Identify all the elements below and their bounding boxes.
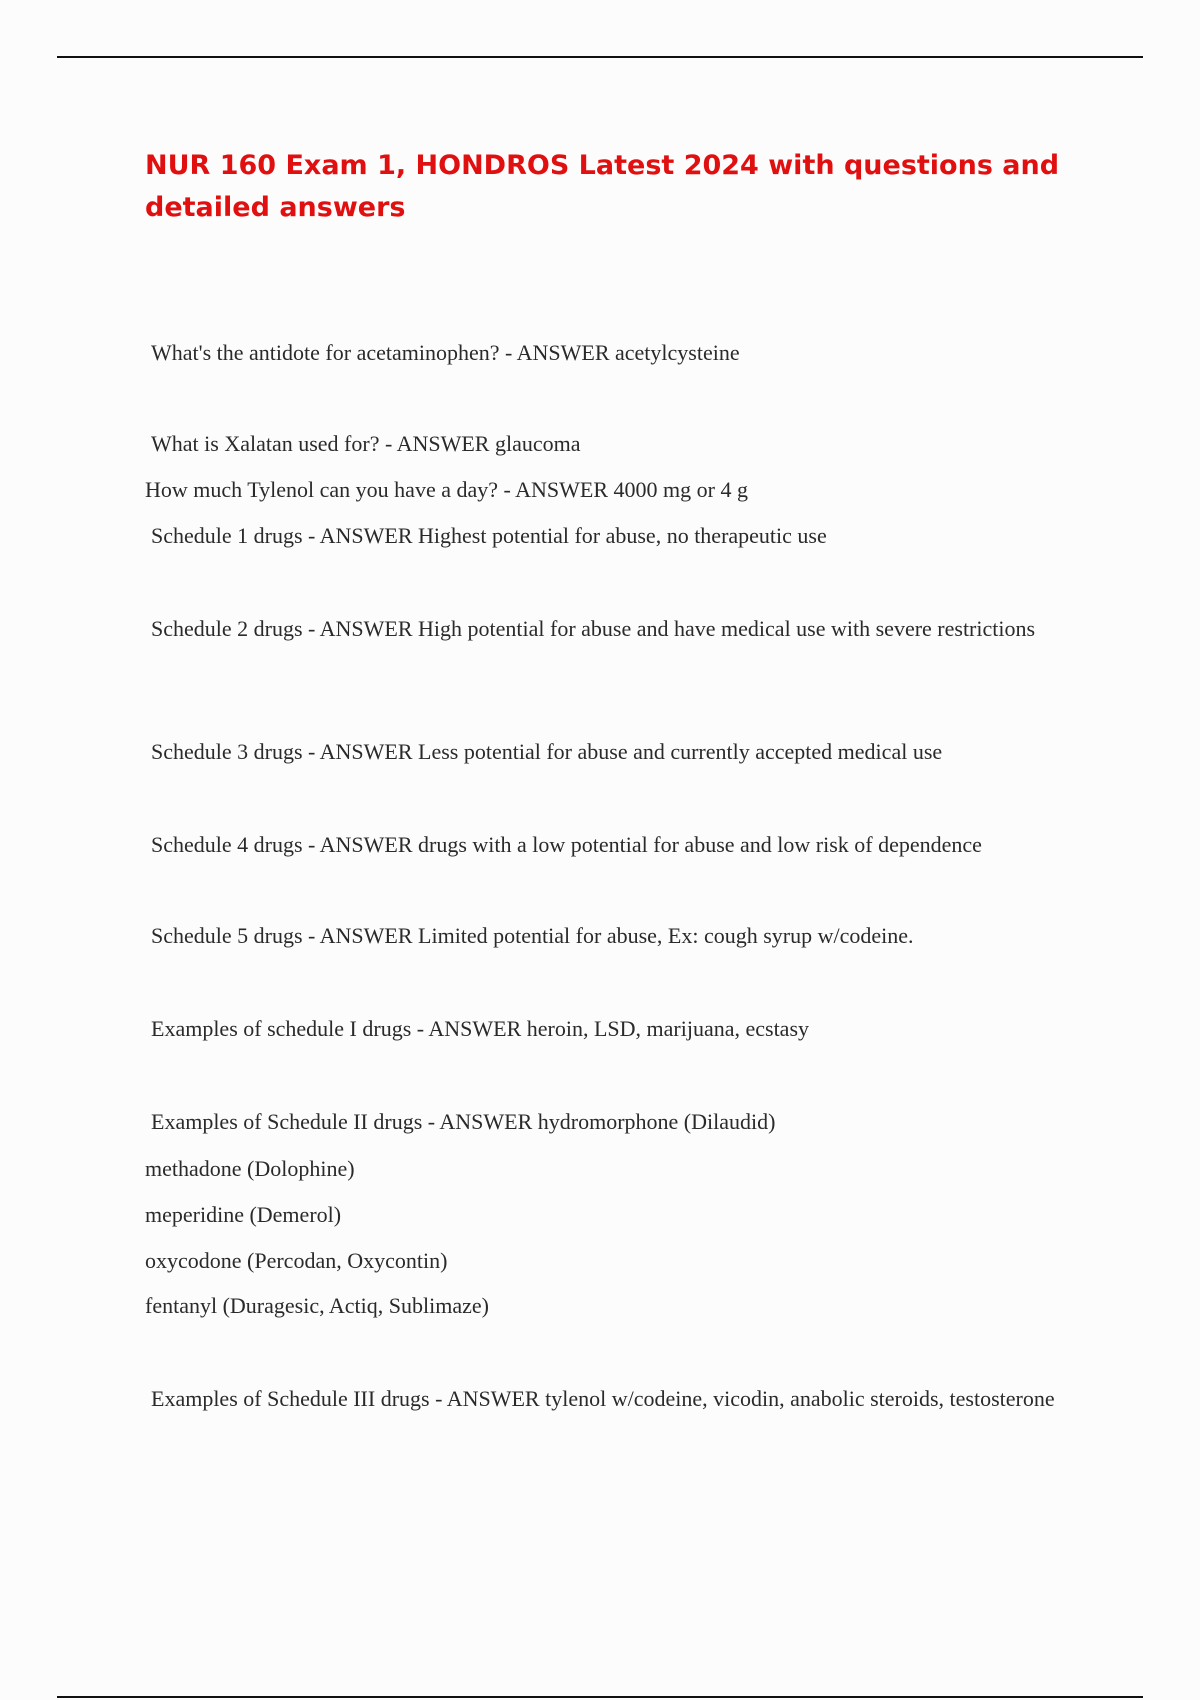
qa-text: methadone (Dolophine): [145, 1156, 355, 1181]
top-rule: [57, 56, 1143, 58]
qa-text: meperidine (Demerol): [145, 1202, 342, 1227]
qa-entry: [145, 521, 1095, 551]
qa-entry: [145, 475, 1095, 505]
qa-text: Examples of Schedule III drugs - ANSWER tylenol w/codeine, vicodin, anabolic steroids, testosterone: [151, 1386, 1055, 1411]
bottom-rule: [57, 1696, 1143, 1698]
qa-entry: [145, 614, 1095, 644]
qa-text: Schedule 2 drugs - ANSWER High potential for abuse and have medical use with severe restrictions: [151, 616, 1036, 641]
qa-text: oxycodone (Percodan, Oxycontin): [145, 1248, 448, 1273]
qa-entry: [145, 1200, 1095, 1230]
qa-text: How much Tylenol can you have a day? - ANSWER 4000 mg or 4 g: [145, 477, 748, 502]
qa-entry: [145, 1384, 1095, 1414]
qa-text: What is Xalatan used for? - ANSWER glaucoma: [151, 431, 581, 456]
qa-text: Examples of schedule I drugs - ANSWER heroin, LSD, marijuana, ecstasy: [151, 1016, 810, 1041]
qa-entry: [145, 429, 1095, 459]
qa-text: Schedule 5 drugs - ANSWER Limited potential for abuse, Ex: cough syrup w/codeine.: [151, 923, 914, 948]
qa-text: Examples of Schedule II drugs - ANSWER hydromorphone (Dilaudid): [151, 1109, 776, 1134]
qa-entry: [145, 921, 1095, 951]
qa-entry: [145, 1291, 1095, 1321]
qa-entry: [145, 1107, 1095, 1137]
qa-entry: [145, 1246, 1095, 1276]
qa-entry: [145, 1014, 1095, 1044]
qa-entry: [145, 737, 1095, 767]
qa-text: Schedule 4 drugs - ANSWER drugs with a low potential for abuse and low risk of dependence: [151, 832, 982, 857]
qa-entry: [145, 830, 1095, 860]
page-title: NUR 160 Exam 1, HONDROS Latest 2024 with questions and detailed answers: [145, 150, 1060, 223]
qa-text: Schedule 3 drugs - ANSWER Less potential for abuse and currently accepted medical use: [151, 739, 943, 764]
qa-entry: [145, 338, 1095, 368]
qa-text: What's the antidote for acetaminophen? - ANSWER acetylcysteine: [151, 340, 740, 365]
qa-text: Schedule 1 drugs - ANSWER Highest potential for abuse, no therapeutic use: [151, 523, 827, 548]
qa-entry: [145, 1154, 1095, 1184]
qa-text: fentanyl (Duragesic, Actiq, Sublimaze): [145, 1293, 489, 1318]
